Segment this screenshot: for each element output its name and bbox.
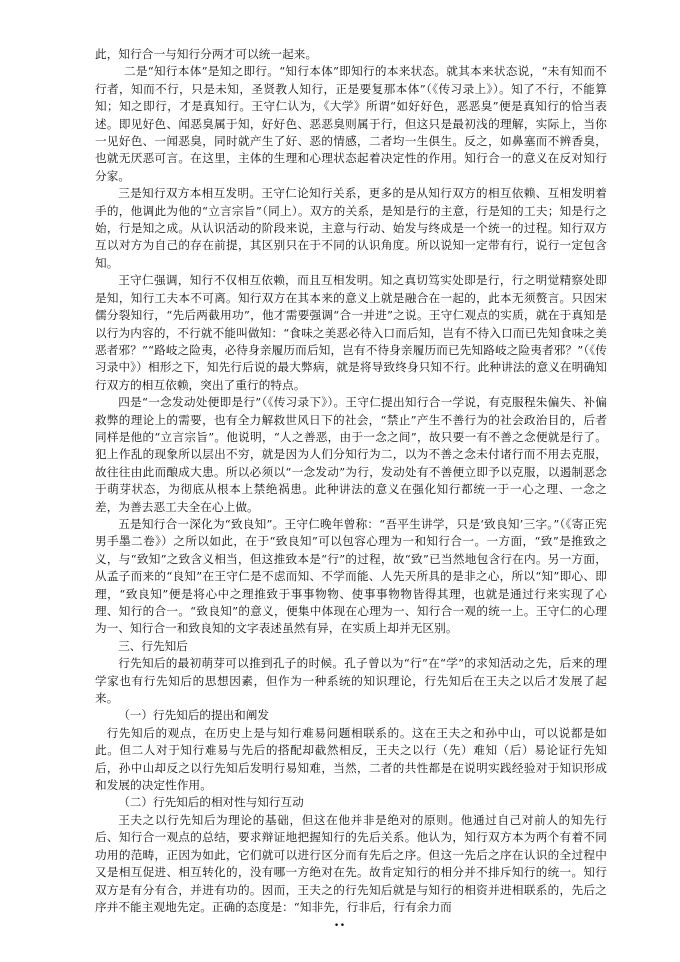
- paragraph-xianghu-faming: 三是知行双方本相互发明。王守仁论知行关系，更多的是从知行双方的相互依赖、互相发明着手的，他调此为他的“立言宗旨”（同上）。双方的关系，是知是行的主意，行是知的工夫；知是行之始，行是知之成。从认识活动的阶段来说，主意与行动、始发与终成是一个统一的过程。知行双方互以对方为自己的存在前提，其区别只在于不同的认识角度。所以说知一定带有行，说行一定包含知。: [95, 186, 607, 270]
- paragraph-zhixing-yilai: 王守仁强调，知行不仅相互依赖，而且互相发明。知之真切笃实处即是行，行之明觉精察处即是知，知行工夫本不可离。知行双方在其本来的意义上就是融合在一起的，此本无须赘言。只因宋儒分裂知行，“先后两截用功”，他才需要强调“合一并进”之说。王守仁观点的实质，就在于真知是以行为内容的，不行就不能叫做知：“食味之美恶必待入口而后知，岂有不待入口而已先知食味之美恶者邪？”“路岐之险夷，必待身亲履历而后知，岂有不待身亲履历而已先知路岐之险夷者邪？”（《传习录中》）相形之下，知先行后说的最大弊病，就是将导致终身只知不行。此种讲法的意义在明确知行双方的相互依赖，突出了重行的特点。: [95, 273, 607, 392]
- paragraph-continuation: 此，知行合一与知行分两才可以统一起来。: [95, 47, 318, 61]
- document-body: [95, 46, 607, 916]
- paragraph-zhixing-benti: 二是“知行本体”是知之即行。“知行本体”即知行的本来状态。就其本来状态说，“未有知而不行者，知而不行，只是未知，圣贤教人知行，正是要复那本体”（《传习录上》）。知了不行，不能算知；知之即行，才是真知行。王守仁认为，《大学》所谓“如好好色，恶恶臭”便是真知行的恰当表述。即见好色、闻恶臭属于知，好好色、恶恶臭则属于行，但这只是最初浅的理解，实际上，当你一见好色、一闻恶臭，同时就产生了好、恶的情感，二者均一生俱生。反之，如鼻塞而不辨香臭，也就无厌恶可言。在这里，主体的生理和心理状态起着决定性的作用。知行合一的意义在反对知行分家。: [95, 64, 607, 183]
- paragraph-yinian-fadong: 四是“一念发动处便即是行”（《传习录下》）。王守仁提出知行合一学说，有克服程朱偏失、补偏救弊的理论上的需要，也有全力解救世风日下的社会，“禁止”产生不善行为的社会政治目的，后者同样是他的“立言宗旨”。他说明，“人之善恶，由于一念之间”，故只要一有不善之念便就是行了。犯上作乱的现象所以层出不穷，就是因为人们分知行为二，以为不善之念未付诸行而不用去克服，故往往由此而酿成大患。所以必须以“一念发动”为行，发动处有不善便立即予以克服，以遏制恶念于萌芽状态，为彻底从根本上禁绝祸患。此种讲法的意义在强化知行都统一于一心之理、一念之差，为善去恶工夫全在心上做。: [95, 395, 607, 514]
- subsection-heading-2: （二）行先知后的相对性与知行互动: [118, 795, 304, 810]
- paragraph-xingxian-origin: 行先知后的最初萌芽可以推到孔子的时候。孔子曾以为“行”在“学”的求知活动之先，后来的理学家也有行先知后的思想因素，但作为一种系统的知识理论，行先知后在王夫之以后才发展了起来。: [95, 656, 607, 706]
- subsection-heading-1: （一）行先知后的提出和阐发: [118, 708, 269, 723]
- page-footer-mark: ..: [334, 914, 346, 930]
- paragraph-zhixing-nanyi: 行先知后的观点，在历史上是与知行难易问题相联系的。这在王夫之和孙中山，可以说都是如此。但二人对于知行难易与先后的搭配却截然相反，王夫之以行（先）难知（后）易论证行先知后，孙中山却反之以行先知后发明行易知难，当然，二者的共性都是在说明实践经验对于知识形成和发展的决定性作用。: [95, 725, 607, 793]
- section-heading-xingxian-zhihou: 三、行先知后: [118, 638, 188, 653]
- paragraph-zhi-liangzhi: 五是知行合一深化为“致良知”。王守仁晚年曾称：“吾平生讲学，只是‘致良知’三字。”（《寄正宪男手墨二卷》）之所以如此，在于“致良知”可以包容心理为一和知行合一。一方面，“致”是推致之义，与“致知”之致含义相当，但这推致本是“行”的过程，故“致”已当然地包含行在内。另一方面，从孟子而来的“良知”在王守仁是不虑而知、不学而能、人先天所具的是非之心，所以“知”即心、即理，“致良知”便是将心中之理推致于事事物物、使事事物物皆得其理，也就是通过行来实现了心理、知行的合一。“致良知”的意义，便集中体现在心理为一、知行合一观的统一上。王守仁的心理为一、知行合一和致良知的文字表述虽然有异，在实质上却并无区别。: [95, 516, 607, 636]
- paragraph-xiangdui-xing: 王夫之以行先知后为理论的基础，但这在他并非是绝对的原则。他通过自己对前人的知先行后、知行合一观点的总结，要求辩证地把握知行的先后关系。他认为，知行双方本为两个有着不同功用的范畴，正因为如此，它们就可以进行区分而有先后之序。但这一先后之序在认识的全过程中又是相互促进、相互转化的，没有哪一方绝对在先。故肯定知行的相分并不排斥知行的统一。知行双方是有分有合，并进有功的。因而，王夫之的行先知后就是与知行的相资并进相联系的，先后之序并不能主观地先定。正确的态度是：“知非先，行非后，行有余力而: [95, 812, 607, 914]
